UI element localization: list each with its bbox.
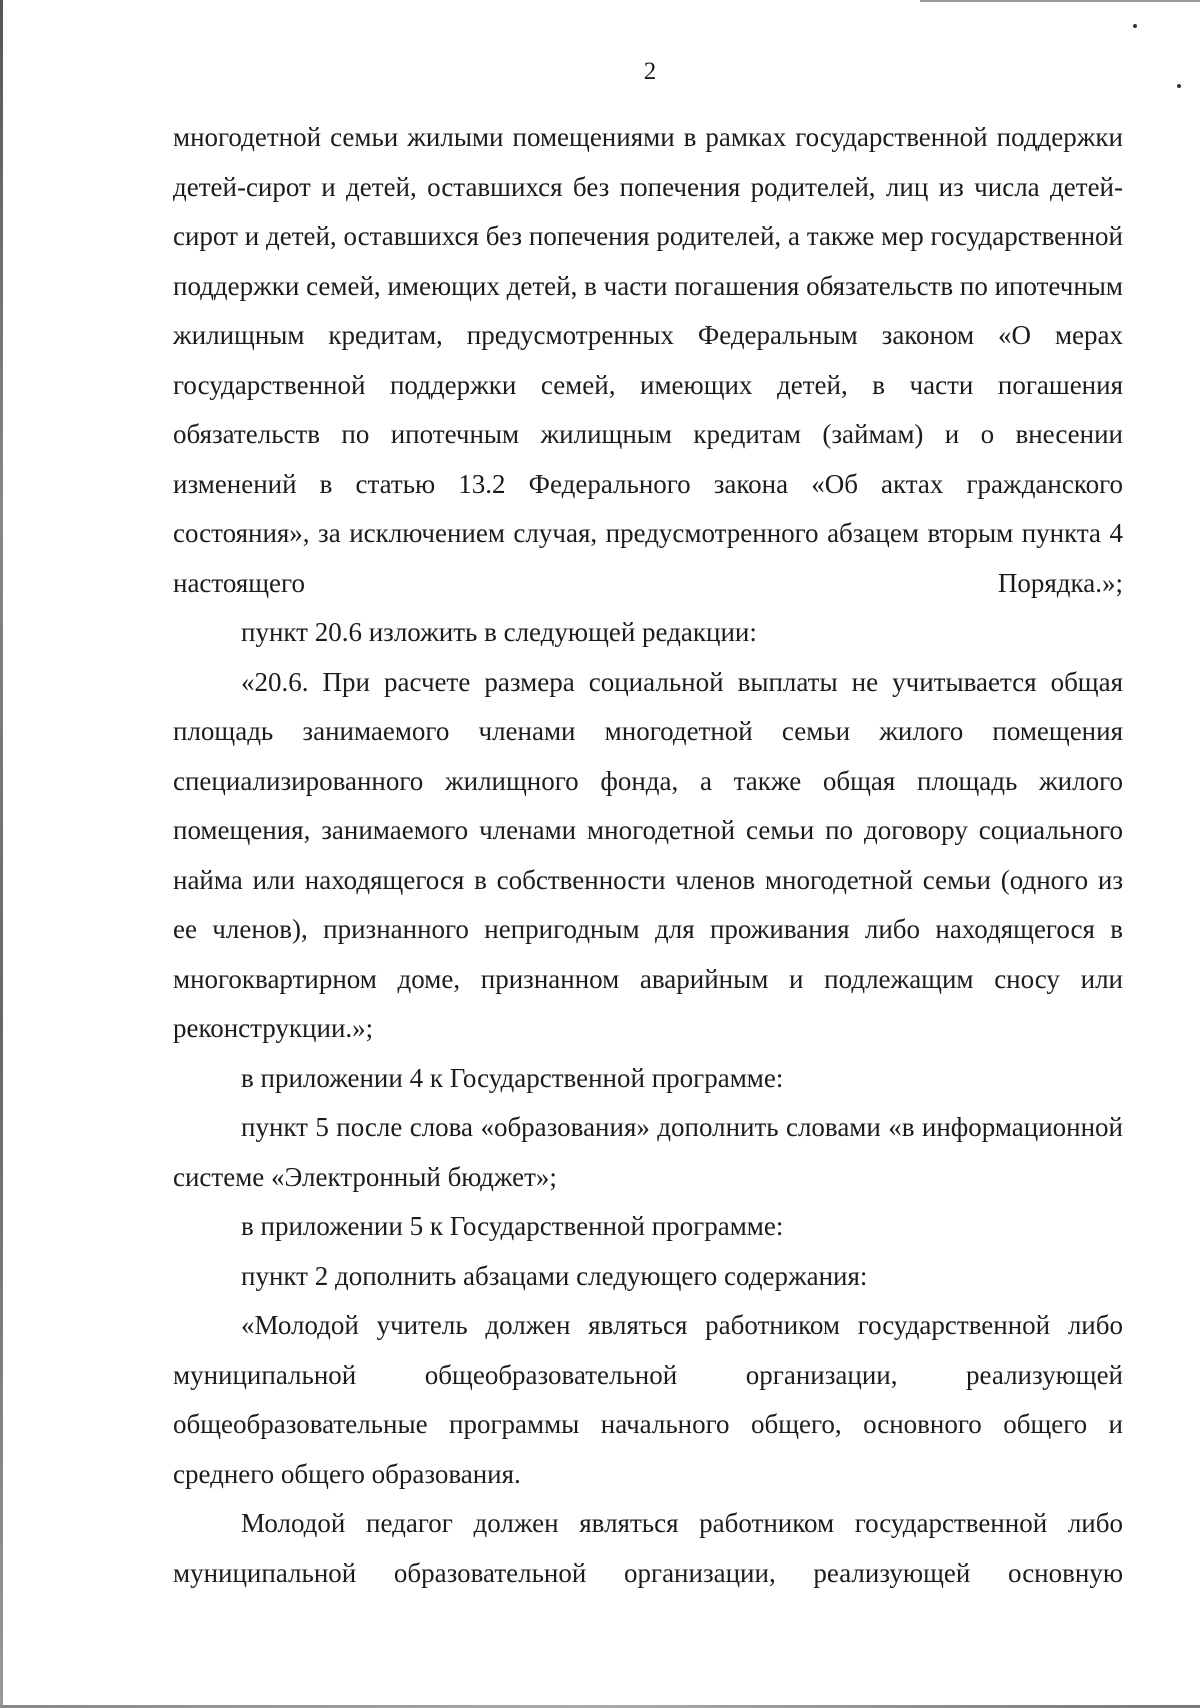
paragraph: пункт 5 после слова «образования» дополнить словами «в информационной системе «Электронный бюджет»;: [173, 1112, 1123, 1192]
page-number: 2: [643, 58, 657, 85]
paragraph: в приложении 5 к Государственной программе:: [241, 1211, 784, 1241]
paragraph: Молодой педагог должен являться работником государственной либо муниципальной образовательной организации, реализующей основную: [173, 1508, 1123, 1588]
paragraph: пункт 2 дополнить абзацами следующего содержания:: [241, 1260, 868, 1291]
paragraph: «Молодой учитель должен являться работником государственной либо муниципальной общеобразовательной организации, реализующей общеобразовательные программы начального общего, основного общего и среднего общего образования.: [173, 1310, 1123, 1489]
paragraph: в приложении 4 к Государственной программе:: [241, 1062, 784, 1093]
paragraph: многодетной семьи жилыми помещениями в рамках государственной поддержки детей-сирот и детей, оставшихся без попечения родителей, лиц из числа детей-сирот и детей, оставшихся без попечения родителей, а также мер государственной поддержки семей, имеющих детей, в части погашения обязательств по ипотечным жилищным кредитам, предусмотренных Федеральным законом «О мерах государственной поддержки семей, имеющих детей, в части погашения обязательств по ипотечным жилищным кредитам (займам) и о внесении изменений в статью 13.2 Федерального закона «Об актах гражданского состояния», за исключением случая, предусмотренного абзацем вторым пункта 4 настоящего Порядка.»;: [173, 122, 1123, 598]
scan-edge-top: [920, 0, 1200, 2]
scan-speck: [1133, 24, 1137, 28]
document-body: [173, 113, 1123, 1598]
paragraph: «20.6. При расчете размера социальной выплаты не учитывается общая площадь занимаемого членами многодетной семьи жилого помещения специализированного жилищного фонда, а также общая площадь жилого помещения, занимаемого членами многодетной семьи по договору социального найма или находящегося в собственности членов многодетной семьи (одного из ее членов), признанного непригодным для проживания либо находящегося в многоквартирном доме, признанном аварийным и подлежащим сносу или реконструкции.»;: [173, 666, 1123, 1043]
scan-edge-left: [0, 0, 3, 1708]
paragraph: пункт 20.6 изложить в следующей редакции:: [241, 617, 757, 647]
